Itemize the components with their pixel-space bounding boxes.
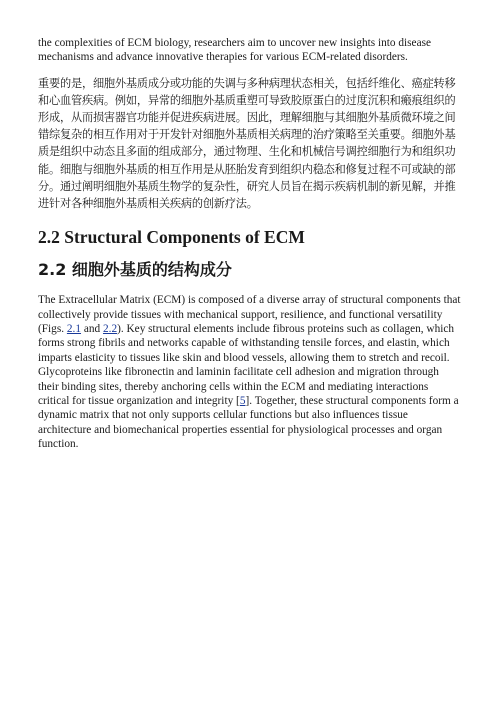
body-text-2: ). Key structural elements include fibrous proteins such as collagen, which forms strong fibrils and networks capable of withstanding tensile forces, and elastin, which imparts elasticity to tissues like skin and blood vessels, allowing them to stretch and recoil. Glycoproteins like fibronectin and laminin facilitate cell adhesion and migration through their binding sites, thereby anchoring cells within the ECM and mediating interactions critical for tissue organization and integrity [	[38, 323, 455, 408]
intro-paragraph-zh: 重要的是，细胞外基质成分或功能的失调与多种病理状态相关，包括纤维化、癌症转移和心血管疾病。例如，异常的细胞外基质重塑可导致胶原蛋白的过度沉积和瘢痕组织的形成，从而损害器官功能并促进疾病进展。因此，理解细胞与其细胞外基质微环境之间错综复杂的相互作用对于开发针对细胞外基质相关病理的治疗策略至关重要。细胞外基质是组织中动态且多面的组成部分，通过物理、生化和机械信号调控细胞行为和组织功能。细胞与细胞外基质的相互作用是从胚胎发育到组织内稳态和修复过程不可或缺的部分。通过阐明细胞外基质生物学的复杂性，研究人员旨在揭示疾病机制的新见解，并推进针对各种细胞外基质相关疾病的创新疗法。	[38, 76, 456, 211]
figure-link-2-1[interactable]: 2.1	[66, 323, 82, 336]
intro-paragraph-en: the complexities of ECM biology, researchers aim to uncover new insights into disease mechanisms and advance innovative therapies for various ECM-related disorders.	[38, 37, 431, 64]
body-text-1: The Extracellular Matrix (ECM) is composed of a diverse array of structural components that collectively provide tissues with mechanical support, resilience, and functional versatility (Figs.	[38, 294, 461, 336]
body-text-3: ]. Together, these structural components form a dynamic matrix that not only supports cellular functions but also influences tissue architecture and biomechanical properties essential for physiological processes and organ function.	[38, 395, 459, 451]
section-heading-en: 2.2 Structural Components of ECM	[38, 227, 305, 248]
page-content	[38, 36, 462, 452]
section-heading-zh: 2.2 细胞外基质的结构成分	[38, 260, 232, 280]
body-text-and: and	[81, 323, 103, 336]
body-paragraph	[38, 293, 462, 451]
figure-link-2-2[interactable]: 2.2	[102, 323, 118, 336]
citation-link-5[interactable]: 5	[239, 395, 246, 408]
